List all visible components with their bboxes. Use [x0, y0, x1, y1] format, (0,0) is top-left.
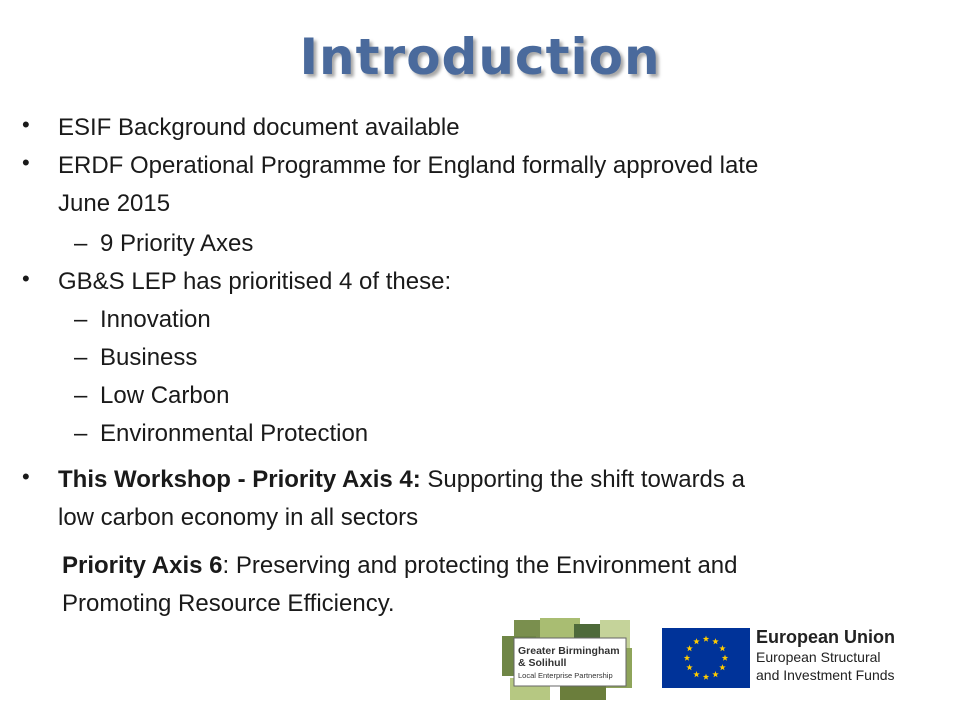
bullet-workshop-line2: low carbon economy in all sectors: [58, 504, 419, 531]
dash-glyph: –: [74, 230, 88, 257]
logo-line-1: Greater Birmingham: [518, 645, 620, 657]
bullet-glyph: •: [22, 112, 30, 137]
sub-environmental-protection: Environmental Protection: [100, 420, 369, 447]
bullet-glyph: •: [22, 150, 30, 175]
sub-priority-axes: 9 Priority Axes: [100, 230, 254, 257]
slide-title: Introduction: [299, 28, 661, 86]
bullet-gbs-prioritised: GB&S LEP has prioritised 4 of these:: [58, 268, 452, 295]
sub-low-carbon: Low Carbon: [100, 382, 230, 409]
workshop-text: Supporting the shift towards a: [420, 466, 745, 493]
dash-glyph: –: [74, 344, 88, 371]
bullet-glyph: •: [22, 464, 30, 489]
workshop-label: This Workshop - Priority Axis 4:: [58, 466, 421, 493]
bullet-glyph: •: [22, 266, 30, 291]
logo-line-3: Local Enterprise Partnership: [518, 671, 613, 680]
gbs-lep-logo: [500, 618, 634, 702]
bullet-erdf-line1: ERDF Operational Programme for England formally approved late: [58, 152, 759, 179]
eu-funding-text: [756, 626, 946, 684]
eu-flag-icon: [662, 628, 750, 688]
priority-axis-6-text: : Preserving and protecting the Environment and: [222, 552, 738, 579]
sub-innovation: Innovation: [100, 306, 211, 333]
bullet-esif-background: ESIF Background document available: [58, 114, 460, 141]
sub-business: Business: [100, 344, 198, 371]
eu-subtitle-1: European Structural: [756, 649, 881, 665]
dash-glyph: –: [74, 420, 88, 447]
dash-glyph: –: [74, 306, 88, 333]
bullet-workshop-line1: [58, 462, 745, 498]
eu-subtitle-2: and Investment Funds: [756, 667, 895, 683]
eu-title: European Union: [756, 627, 895, 647]
bullet-erdf-line2: June 2015: [58, 190, 171, 217]
priority-axis-6-line2: Promoting Resource Efficiency.: [62, 590, 395, 617]
logo-line-2: & Solihull: [518, 657, 567, 669]
priority-axis-6-line1: [62, 548, 737, 584]
dash-glyph: –: [74, 382, 88, 409]
priority-axis-6-label: Priority Axis 6: [62, 552, 223, 579]
